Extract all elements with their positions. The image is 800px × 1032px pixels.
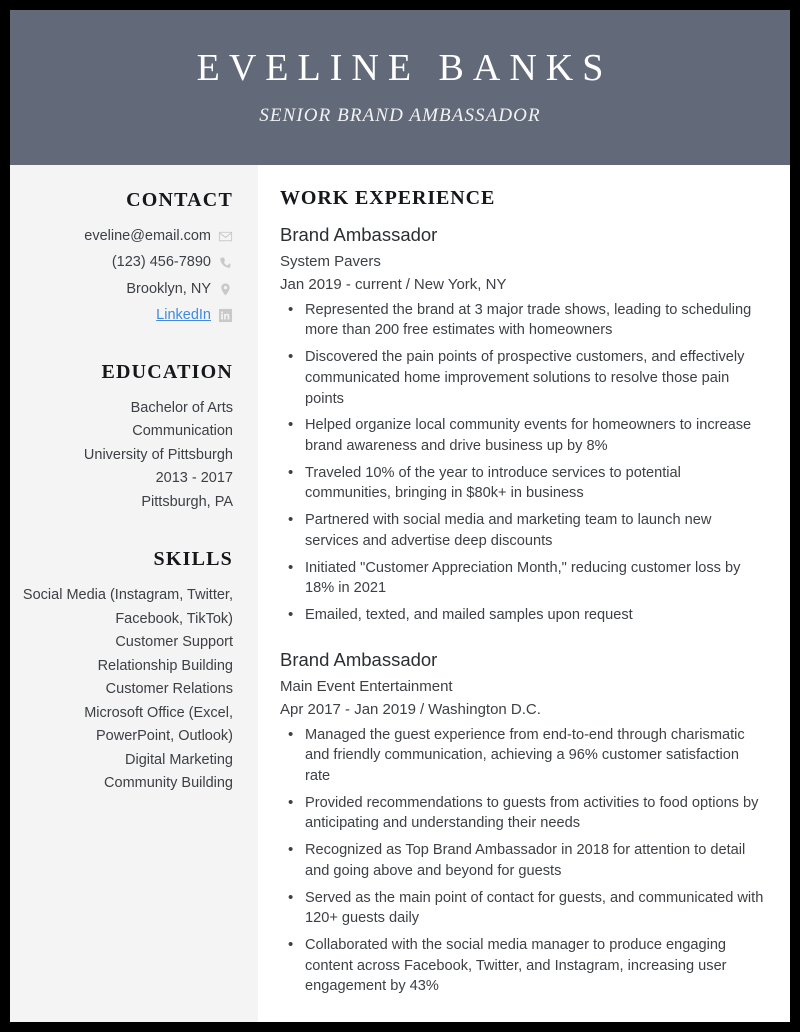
job-entry: [280, 223, 768, 626]
education-section: [22, 361, 233, 514]
job-bullet: • Helped organize local community events for homeowners to increase brand awareness and drive business up by 8%: [280, 415, 768, 456]
job-company: Main Event Entertainment: [280, 677, 453, 695]
skills-section: [22, 548, 233, 795]
envelope-icon: [218, 229, 233, 244]
job-dates: Apr 2017 - Jan 2019: [280, 700, 416, 718]
resume-page: [10, 10, 790, 1022]
phone-icon: [218, 255, 233, 270]
job-title: Brand Ambassador: [280, 224, 438, 245]
contact-location-text: Brooklyn, NY: [126, 280, 211, 297]
job-meta-separator: /: [405, 275, 410, 293]
job-dates: Jan 2019 - current: [280, 275, 402, 293]
linkedin-icon: [218, 308, 233, 323]
resume-header: [10, 10, 790, 165]
contact-heading: CONTACT: [126, 189, 233, 211]
education-heading: EDUCATION: [101, 360, 233, 383]
main-content: [258, 165, 790, 1022]
sidebar: [10, 165, 258, 1022]
contact-item-phone[interactable]: [22, 251, 233, 273]
education-line: Pittsburgh, PA: [141, 493, 233, 510]
candidate-name: EVELINE BANKS: [196, 46, 613, 89]
job-bullet: • Emailed, texted, and mailed samples upon request: [280, 605, 768, 626]
job-meta: [280, 274, 768, 296]
job-bullet: • Managed the guest experience from end-to-end through charismatic and friendly communication, achieving a 96% customer satisfaction rate: [280, 725, 768, 787]
job-location: Washington D.C.: [428, 700, 541, 718]
job-entry: [280, 648, 768, 997]
education-line: Bachelor of Arts: [130, 399, 233, 416]
job-location: New York, NY: [413, 275, 507, 293]
location-pin-icon: [218, 282, 233, 297]
job-meta: [280, 699, 768, 721]
candidate-job-title: SENIOR BRAND AMBASSADOR: [259, 105, 541, 127]
education-line: University of Pittsburgh: [83, 446, 233, 463]
job-bullet: • Initiated "Customer Appreciation Month," reducing customer loss by 18% in 2021: [280, 558, 768, 599]
job-bullet: • Discovered the pain points of prospective customers, and effectively communicated home improvement solutions to resolve those pain points: [280, 347, 768, 409]
job-bullets: [280, 725, 768, 998]
job-bullet: • Collaborated with the social media manager to produce engaging content across Facebook, Twitter, and Instagram, increasing user engagement by 43%: [280, 935, 768, 997]
job-bullet: • Traveled 10% of the year to introduce services to potential communities, bringing in $80k+ in business: [280, 463, 768, 504]
skill-item: Social Media (Instagram, Twitter, Facebook, TikTok): [22, 587, 233, 627]
job-bullet: • Partnered with social media and marketing team to launch new services and advertise deep discounts: [280, 510, 768, 551]
work-experience-heading: WORK EXPERIENCE: [280, 187, 496, 209]
contact-phone-text: (123) 456-7890: [111, 254, 211, 271]
job-company: System Pavers: [280, 252, 381, 270]
skill-item: Community Building: [104, 775, 233, 792]
contact-section: [22, 189, 233, 327]
skill-item: Digital Marketing: [125, 751, 233, 768]
contact-email-text: eveline@email.com: [84, 228, 211, 244]
job-meta-separator: /: [419, 700, 425, 718]
skill-item: Relationship Building: [97, 657, 233, 674]
job-bullet: • Provided recommendations to guests from activities to food options by anticipating and understanding their needs: [280, 793, 768, 834]
skills-heading: SKILLS: [153, 548, 233, 571]
job-bullet: • Served as the main point of contact for guests, and communicated with 120+ guests daily: [280, 888, 768, 929]
job-bullet: • Recognized as Top Brand Ambassador in 2018 for attention to detail and going above and beyond for guests: [280, 840, 768, 881]
contact-linkedin-link[interactable]: LinkedIn: [156, 307, 211, 324]
job-title: Brand Ambassador: [280, 648, 438, 670]
skill-item: Customer Relations: [105, 681, 233, 698]
contact-item-location[interactable]: [22, 278, 233, 300]
skill-item: Customer Support: [115, 634, 233, 651]
education-line: 2013 - 2017: [155, 470, 233, 487]
job-bullets: [280, 300, 768, 626]
contact-item-email[interactable]: [22, 225, 233, 247]
contact-item-linkedin[interactable]: [22, 304, 233, 326]
education-line: Communication: [132, 423, 233, 440]
skill-item: Microsoft Office (Excel, PowerPoint, Outlook): [84, 704, 233, 745]
job-bullet: • Represented the brand at 3 major trade shows, leading to scheduling more than 200 free estimates with homeowners: [280, 300, 768, 341]
resume-body: [10, 165, 790, 1022]
